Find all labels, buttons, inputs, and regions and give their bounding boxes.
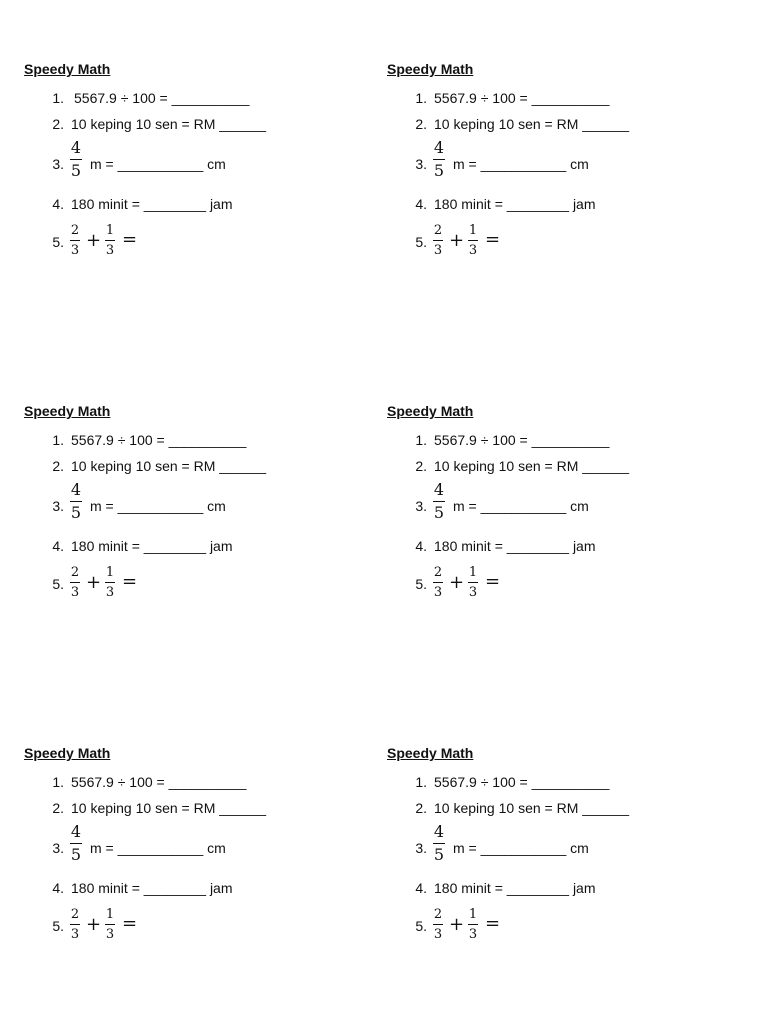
question-text: 10 keping 10 sen = RM ______ [434,800,629,816]
fraction-denominator: 3 [70,243,80,258]
fraction-denominator: 3 [433,243,443,258]
plus-sign: + [449,572,465,593]
question-number: 2. [415,458,427,474]
fraction [70,482,82,521]
question-3 [411,822,711,865]
question-text: 5567.9 ÷ 100 = __________ [434,774,610,790]
fraction-bar [70,582,80,583]
fraction-bar [433,501,445,502]
question-text: 5567.9 ÷ 100 = __________ [71,432,247,448]
fraction-numerator: 1 [468,565,478,580]
question-text: 180 minit = ________ jam [71,880,233,896]
fraction-denominator: 3 [70,585,80,600]
quiz-block [387,745,727,975]
fraction-denominator: 3 [468,927,478,942]
fraction-numerator: 1 [468,907,478,922]
question-4 [48,196,348,214]
question-5 [48,563,348,603]
fraction-denominator: 3 [105,927,115,942]
fraction [70,908,80,941]
equals-sign: = [122,571,138,592]
question-text: 180 minit = ________ jam [71,196,233,212]
question-1 [411,90,711,108]
question-5 [48,221,348,261]
question-text: 5567.9 ÷ 100 = __________ [434,90,610,106]
question-5 [411,221,711,261]
question-number: 1. [52,432,64,448]
question-number: 4. [415,880,427,896]
question-5 [411,905,711,945]
fraction [105,566,115,599]
fraction-numerator: 4 [433,138,445,157]
plus-sign: + [449,230,465,251]
quiz-block [387,61,727,291]
question-text: 180 minit = ________ jam [434,880,596,896]
question-number: 4. [52,880,64,896]
fraction-bar [468,924,478,925]
plus-sign: + [86,572,102,593]
quiz-block [24,403,364,633]
quiz-title: Speedy Math [387,61,474,77]
question-2 [411,458,711,476]
question-2 [48,800,348,818]
question-3 [48,822,348,865]
fraction-denominator: 3 [105,585,115,600]
fraction-bar [468,240,478,241]
question-2 [411,800,711,818]
fraction-bar [433,582,443,583]
question-number: 2. [52,458,64,474]
fraction [70,140,82,179]
question-number: 3. [415,498,427,514]
question-2 [48,116,348,134]
fraction [433,824,445,863]
fraction-bar [70,240,80,241]
equals-sign: = [485,229,501,250]
question-3 [411,138,711,181]
question-4 [48,880,348,898]
fraction-numerator: 4 [70,138,82,157]
question-text: 5567.9 ÷ 100 = __________ [71,774,247,790]
quiz-title: Speedy Math [387,403,474,419]
fraction-denominator: 5 [433,845,445,864]
question-1 [48,432,348,450]
fraction-bar [70,159,82,160]
question-3 [48,138,348,181]
question-text: 180 minit = ________ jam [434,538,596,554]
fraction-numerator: 1 [105,907,115,922]
question-number: 5. [415,576,427,592]
quiz-block [24,61,364,291]
question-3 [411,480,711,523]
question-1 [48,774,348,792]
fraction-bar [70,501,82,502]
equals-sign: = [122,913,138,934]
fraction-numerator: 2 [433,565,443,580]
question-number: 3. [52,156,64,172]
fraction-numerator: 1 [468,223,478,238]
quiz-title: Speedy Math [24,403,111,419]
question-text: 180 minit = ________ jam [71,538,233,554]
question-number: 4. [415,196,427,212]
question-4 [411,880,711,898]
question-number: 3. [415,156,427,172]
quiz-block [387,403,727,633]
fraction-numerator: 2 [433,223,443,238]
question-text: m = ___________ cm [453,498,589,514]
fraction [433,482,445,521]
question-number: 4. [52,196,64,212]
question-5 [48,905,348,945]
question-number: 5. [52,576,64,592]
question-number: 3. [52,498,64,514]
fraction [105,224,115,257]
fraction-numerator: 4 [433,822,445,841]
question-number: 2. [415,116,427,132]
fraction-numerator: 4 [433,480,445,499]
fraction-numerator: 1 [105,223,115,238]
equals-sign: = [485,571,501,592]
question-text: 10 keping 10 sen = RM ______ [434,458,629,474]
fraction-numerator: 2 [70,907,80,922]
question-text: m = ___________ cm [90,156,226,172]
question-1 [48,90,348,108]
fraction-denominator: 3 [433,585,443,600]
fraction-bar [433,240,443,241]
question-4 [48,538,348,556]
question-number: 1. [415,774,427,790]
question-number: 1. [52,90,64,106]
fraction-denominator: 3 [105,243,115,258]
question-text: 180 minit = ________ jam [434,196,596,212]
plus-sign: + [86,230,102,251]
fraction [468,566,478,599]
fraction-bar [433,159,445,160]
question-text: m = ___________ cm [90,840,226,856]
question-text: m = ___________ cm [453,156,589,172]
question-number: 4. [52,538,64,554]
fraction [433,224,443,257]
question-number: 5. [415,234,427,250]
fraction-numerator: 4 [70,480,82,499]
question-text: 10 keping 10 sen = RM ______ [71,458,266,474]
question-text: 5567.9 ÷ 100 = __________ [434,432,610,448]
question-number: 4. [415,538,427,554]
fraction-bar [105,240,115,241]
question-1 [411,432,711,450]
fraction-denominator: 5 [70,161,82,180]
fraction-bar [105,582,115,583]
fraction-denominator: 5 [433,161,445,180]
question-number: 1. [415,90,427,106]
fraction-bar [70,843,82,844]
question-number: 2. [415,800,427,816]
equals-sign: = [122,229,138,250]
fraction-denominator: 5 [70,845,82,864]
equals-sign: = [485,913,501,934]
question-number: 5. [415,918,427,934]
question-text: 10 keping 10 sen = RM ______ [71,116,266,132]
question-number: 1. [415,432,427,448]
fraction-numerator: 2 [70,223,80,238]
fraction [70,224,80,257]
question-text: 5567.9 ÷ 100 = __________ [74,90,250,106]
question-text: m = ___________ cm [453,840,589,856]
fraction [433,566,443,599]
plus-sign: + [449,914,465,935]
plus-sign: + [86,914,102,935]
question-text: m = ___________ cm [90,498,226,514]
fraction [70,566,80,599]
quiz-title: Speedy Math [24,745,111,761]
question-4 [411,538,711,556]
fraction-numerator: 2 [70,565,80,580]
question-1 [411,774,711,792]
question-text: 10 keping 10 sen = RM ______ [71,800,266,816]
question-number: 2. [52,800,64,816]
fraction-denominator: 3 [70,927,80,942]
fraction [433,908,443,941]
fraction-bar [105,924,115,925]
question-number: 1. [52,774,64,790]
fraction-bar [433,843,445,844]
fraction-numerator: 4 [70,822,82,841]
question-3 [48,480,348,523]
question-4 [411,196,711,214]
fraction-denominator: 3 [468,243,478,258]
quiz-block [24,745,364,975]
fraction-denominator: 5 [433,503,445,522]
question-number: 2. [52,116,64,132]
question-number: 5. [52,918,64,934]
question-2 [411,116,711,134]
fraction-denominator: 5 [70,503,82,522]
question-number: 3. [415,840,427,856]
question-number: 5. [52,234,64,250]
fraction [70,824,82,863]
fraction-denominator: 3 [468,585,478,600]
fraction-numerator: 1 [105,565,115,580]
question-5 [411,563,711,603]
quiz-title: Speedy Math [24,61,111,77]
quiz-title: Speedy Math [387,745,474,761]
fraction-numerator: 2 [433,907,443,922]
fraction-bar [433,924,443,925]
question-2 [48,458,348,476]
fraction-bar [468,582,478,583]
fraction [105,908,115,941]
fraction-bar [70,924,80,925]
fraction-denominator: 3 [433,927,443,942]
question-number: 3. [52,840,64,856]
question-text: 10 keping 10 sen = RM ______ [434,116,629,132]
fraction [468,224,478,257]
fraction [433,140,445,179]
fraction [468,908,478,941]
